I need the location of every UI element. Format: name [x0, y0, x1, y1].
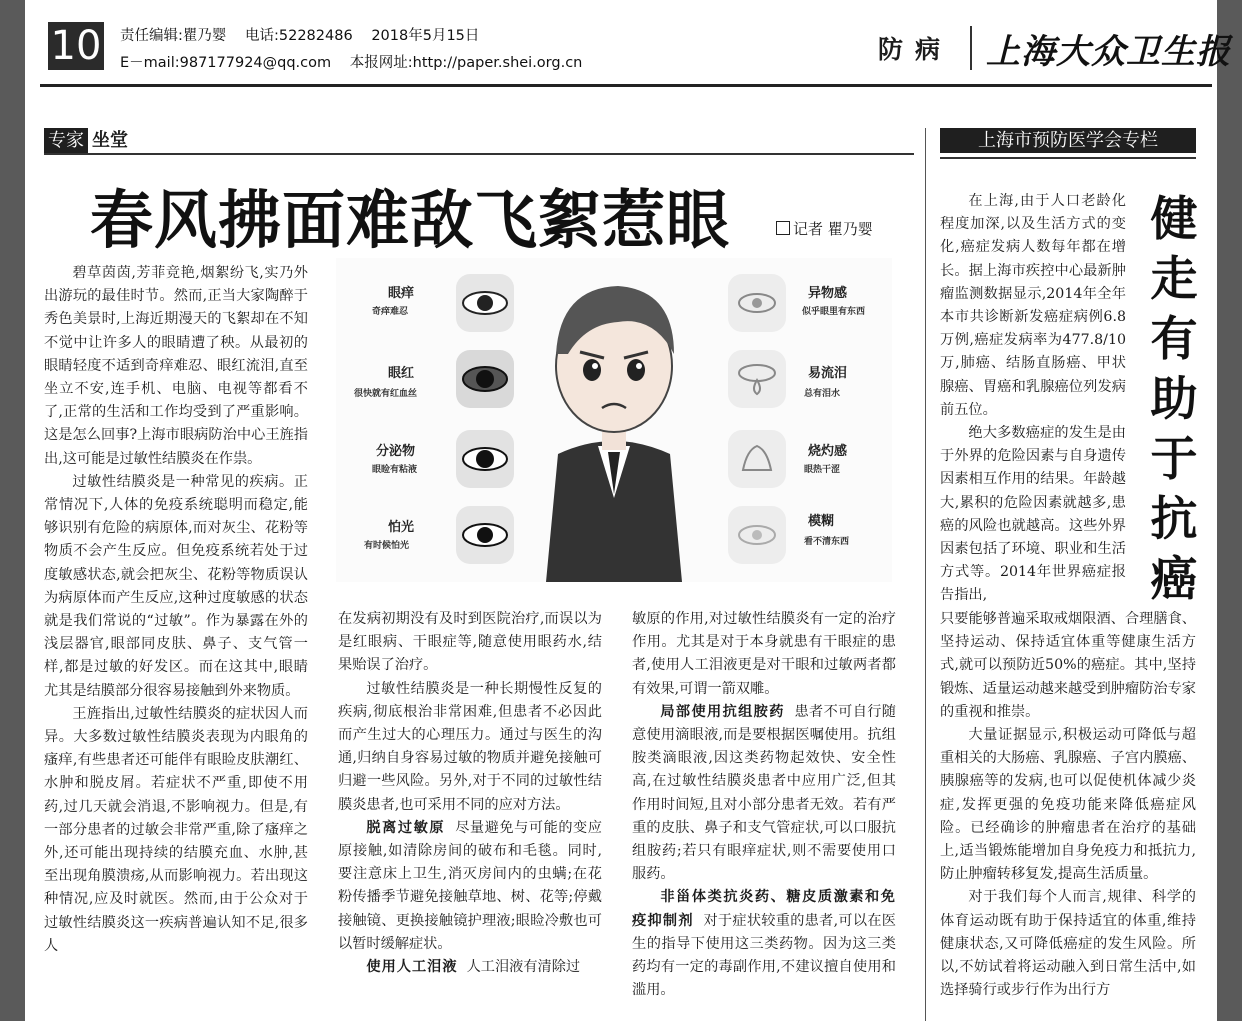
itchy-eye-icon	[456, 274, 514, 332]
title-char: 助	[1150, 372, 1198, 427]
page-number: 10	[48, 22, 104, 70]
paragraph: 过敏性结膜炎是一种常见的疾病。正常情况下,人体的免疫系统聪明而稳定,能够识别有危险的病原体,而对灰尘、花粉等物质不会产生反应。但免疫系统若处于过度敏感状态,就会把灰尘、花粉等物质误认为病原体而产生反应,这种过度敏感的状态就是我们常说的“过敏”。作为暴露在外的浅层器官,眼部同皮肤、鼻子、支气管一样,都是过敏的好发区。而在这其中,眼睛尤其是结膜部分很容易接触到外来物质。	[44, 473, 308, 699]
title-char: 健	[1150, 192, 1198, 247]
paragraph: 王旌指出,过敏性结膜炎的症状因人而异。大多数过敏性结膜炎表现为内眼角的瘙痒,有些患者还可能伴有眼睑皮肤潮红、水肿和脱皮屑。若症状不严重,即使不用药,过几天就会消退,不影响视力。但是,有一部分患者的过敏会非常严重,除了瘙痒之外,还可能出现持续的结膜充血、水肿,甚至出现角膜溃疡,从而影响视力。若出现这种情况,应及时就医。然而,由于公众对于过敏性结膜炎这一疾病普遍认知不足,很多人	[44, 705, 308, 954]
symptom-desc: 看不清东西	[804, 537, 850, 547]
blurry-eye-icon	[728, 506, 786, 564]
byline-text: 记者 瞿乃婴	[793, 220, 873, 238]
paragraph: 对于我们每个人而言,规律、科学的体育运动既有助于保持适宜的体重,维持健康状态,又可降低癌症的发生风险。所以,不妨试着将运动融入到日常生活中,如选择骑行或步行作为出行方	[940, 889, 1196, 999]
column-kicker	[44, 128, 132, 153]
burning-eye-icon	[728, 430, 786, 488]
subheading: 脱离过敏原	[366, 819, 446, 836]
title-char: 走	[1150, 252, 1198, 307]
sidebar-column-wide	[940, 608, 1196, 1021]
article-column-2	[338, 608, 602, 1008]
subheading: 局部使用抗组胺药	[660, 703, 785, 720]
symptom-desc: 眼睑有粘液	[372, 465, 418, 475]
paragraph: 碧草茵茵,芳菲竞艳,烟絮纷飞,实乃外出游玩的最佳时节。然而,正当大家陶醉于秀色美景时,上海近期漫天的飞絮却在不知不觉中让许多人的眼睛遭了秧。从最初的眼睛轻度不适到奇痒难忍、眼红流泪,直至坐立不安,连手机、电脑、电视等都看不了,正常的生活和工作均受到了严重影响。这是怎么回事?上海市眼病防治中心王旌指出,这可能是过敏性结膜炎在作祟。	[44, 265, 308, 467]
sidebar-banner: 上海市预防医学会专栏	[940, 128, 1196, 153]
symptom-desc: 有时候怕光	[364, 541, 410, 551]
paragraph: 绝大多数癌症的发生是由于外界的危险因素与自身遗传因素相互作用的结果。年龄越大,累积的危险因素就越多,患癌的风险也就越高。这些外界因素包括了环境、职业和生活方式等。2014年世界癌症报告指出,	[940, 425, 1126, 604]
symptom-label: 怕光	[388, 520, 415, 535]
column-divider	[925, 128, 926, 1021]
email: E－mail:987177924@qq.com	[120, 55, 332, 71]
issue-date: 2018年5月15日	[371, 28, 480, 44]
symptom-label: 异物感	[808, 286, 848, 301]
masthead-logo: 上海大众卫生报	[986, 32, 1231, 72]
symptom-label: 模糊	[808, 514, 835, 529]
paragraph: 只要能够普遍采取戒烟限酒、合理膳食、坚持运动、保持适宜体重等健康生活方式,就可以预防近50%的癌症。其中,坚持锻炼、适量运动越来越受到肿瘤防治专家的重视和推崇。	[940, 611, 1196, 720]
byline	[776, 218, 873, 239]
symptom-desc: 眼热干涩	[804, 465, 841, 475]
title-char: 癌	[1150, 552, 1198, 607]
symptom-desc: 奇痒难忍	[372, 307, 409, 317]
symptom-desc: 总有泪水	[804, 389, 841, 399]
sidebar-vertical-title	[1144, 190, 1204, 610]
discharge-eye-icon	[456, 430, 514, 488]
paragraph: 使用人工泪液 人工泪液有清除过	[366, 959, 581, 976]
editor: 责任编辑:瞿乃婴	[120, 28, 227, 44]
red-eye-icon	[456, 350, 514, 408]
header-separator	[970, 26, 972, 70]
header-info-line-1	[120, 24, 493, 45]
article-column-3	[632, 608, 896, 1008]
paragraph: 局部使用抗组胺药 患者不可自行随意使用滴眼液,而是要根据医嘱使用。抗组胺类滴眼液,因这类药物起效快、安全性高,在过敏性结膜炎患者中应用广泛,但其作用时间短,且对小部分患者无效。若有严重的皮肤、鼻子和支气管症状,可以口服抗组胺药;若只有眼痒症状,则不需要使用口服药。	[632, 703, 896, 883]
symptom-label: 眼红	[388, 366, 415, 381]
title-char: 抗	[1150, 492, 1198, 547]
symptom-label: 烧灼感	[808, 444, 848, 459]
title-char: 有	[1150, 312, 1198, 367]
tearing-eye-icon	[728, 350, 786, 408]
symptom-label: 分泌物	[376, 444, 416, 459]
symptom-desc: 似乎眼里有东西	[802, 307, 866, 317]
symptom-label: 眼痒	[388, 286, 415, 301]
paragraph: 非甾体类抗炎药、糖皮质激素和免疫抑制剂 对于症状较重的患者,可以在医生的指导下使用这三类药物。因为这三类药均有一定的毒副作用,不建议擅自使用和滥用。	[632, 889, 896, 999]
symptom-label: 易流泪	[808, 366, 848, 381]
phone: 电话:52282486	[245, 28, 353, 44]
subheading: 非甾体类抗炎药、糖皮质激素和免疫抑制剂	[632, 889, 896, 929]
header-info-line-2	[120, 51, 596, 72]
website: 本报网址:http://paper.shei.org.cn	[349, 55, 583, 71]
symptom-desc: 很快就有红血丝	[354, 389, 418, 399]
paragraph: 在上海,由于人口老龄化程度加深,以及生活方式的变化,癌症发病人数每年都在增长。据上海市疾控中心最新肿瘤监测数据显示,2014年全年本市共诊断新发癌症病例6.8万例,癌症发病率为477.8/10万,肺癌、结肠直肠癌、甲状腺癌、胃癌和乳腺癌位列发病前五位。	[940, 193, 1126, 418]
symptom-illustration	[336, 258, 892, 582]
page-edge-right	[1217, 0, 1242, 1021]
article-headline: 春风拂面难敌飞絮惹眼	[90, 183, 730, 257]
article-column-1	[44, 262, 308, 1002]
header-rule	[40, 84, 1212, 87]
sad-boy-figure	[546, 286, 682, 582]
paragraph: 敏原的作用,对过敏性结膜炎有一定的治疗作用。尤其是对于本身就患有干眼症的患者,使用人工泪液更是对干眼和过敏两者都有效果,可谓一箭双雕。	[632, 611, 896, 697]
kicker-box: 专家	[44, 128, 88, 153]
sidebar-rule	[940, 157, 1196, 159]
kicker-text: 坐堂	[92, 130, 128, 151]
byline-box-icon	[776, 221, 790, 235]
foreign-body-eye-icon	[728, 274, 786, 332]
photophobia-eye-icon	[456, 506, 514, 564]
paragraph: 在发病初期没有及时到医院治疗,而误以为是红眼病、干眼症等,随意使用眼药水,结果贻误了治疗。	[338, 611, 602, 674]
sidebar-column-narrow	[940, 190, 1126, 608]
paragraph: 大量证据显示,积极运动可降低与超重相关的大肠癌、乳腺癌、子宫内膜癌、胰腺癌等的发病,也可以促使机体减少炎症,发挥更强的免疫功能来降低癌症风险。已经确诊的肿瘤患者在治疗的基础上,适当锻炼能增加自身免疫力和抵抗力,防止肿瘤转移复发,提高生活质量。	[940, 727, 1196, 883]
subheading: 使用人工泪液	[366, 959, 458, 976]
page-edge-left	[0, 0, 25, 1021]
section-name: 防病	[878, 35, 953, 64]
title-char: 于	[1150, 432, 1198, 487]
paragraph: 脱离过敏原 尽量避免与可能的变应原接触,如清除房间的破布和毛毯。同时,要注意床上卫生,消灭房间内的虫螨;在花粉传播季节避免接触草地、树、花等;停戴接触镜、更换接触镜护理液;眼睑冷敷也可以暂时缓解症状。	[338, 819, 602, 952]
paragraph: 过敏性结膜炎是一种长期慢性反复的疾病,彻底根治非常困难,但患者不必因此而产生过大的心理压力。通过与医生的沟通,归纳自身容易过敏的物质并避免接触可归避一些风险。另外,对于不同的过敏性结膜炎患者,也可采用不同的应对方法。	[338, 680, 602, 813]
kicker-rule	[44, 153, 914, 155]
